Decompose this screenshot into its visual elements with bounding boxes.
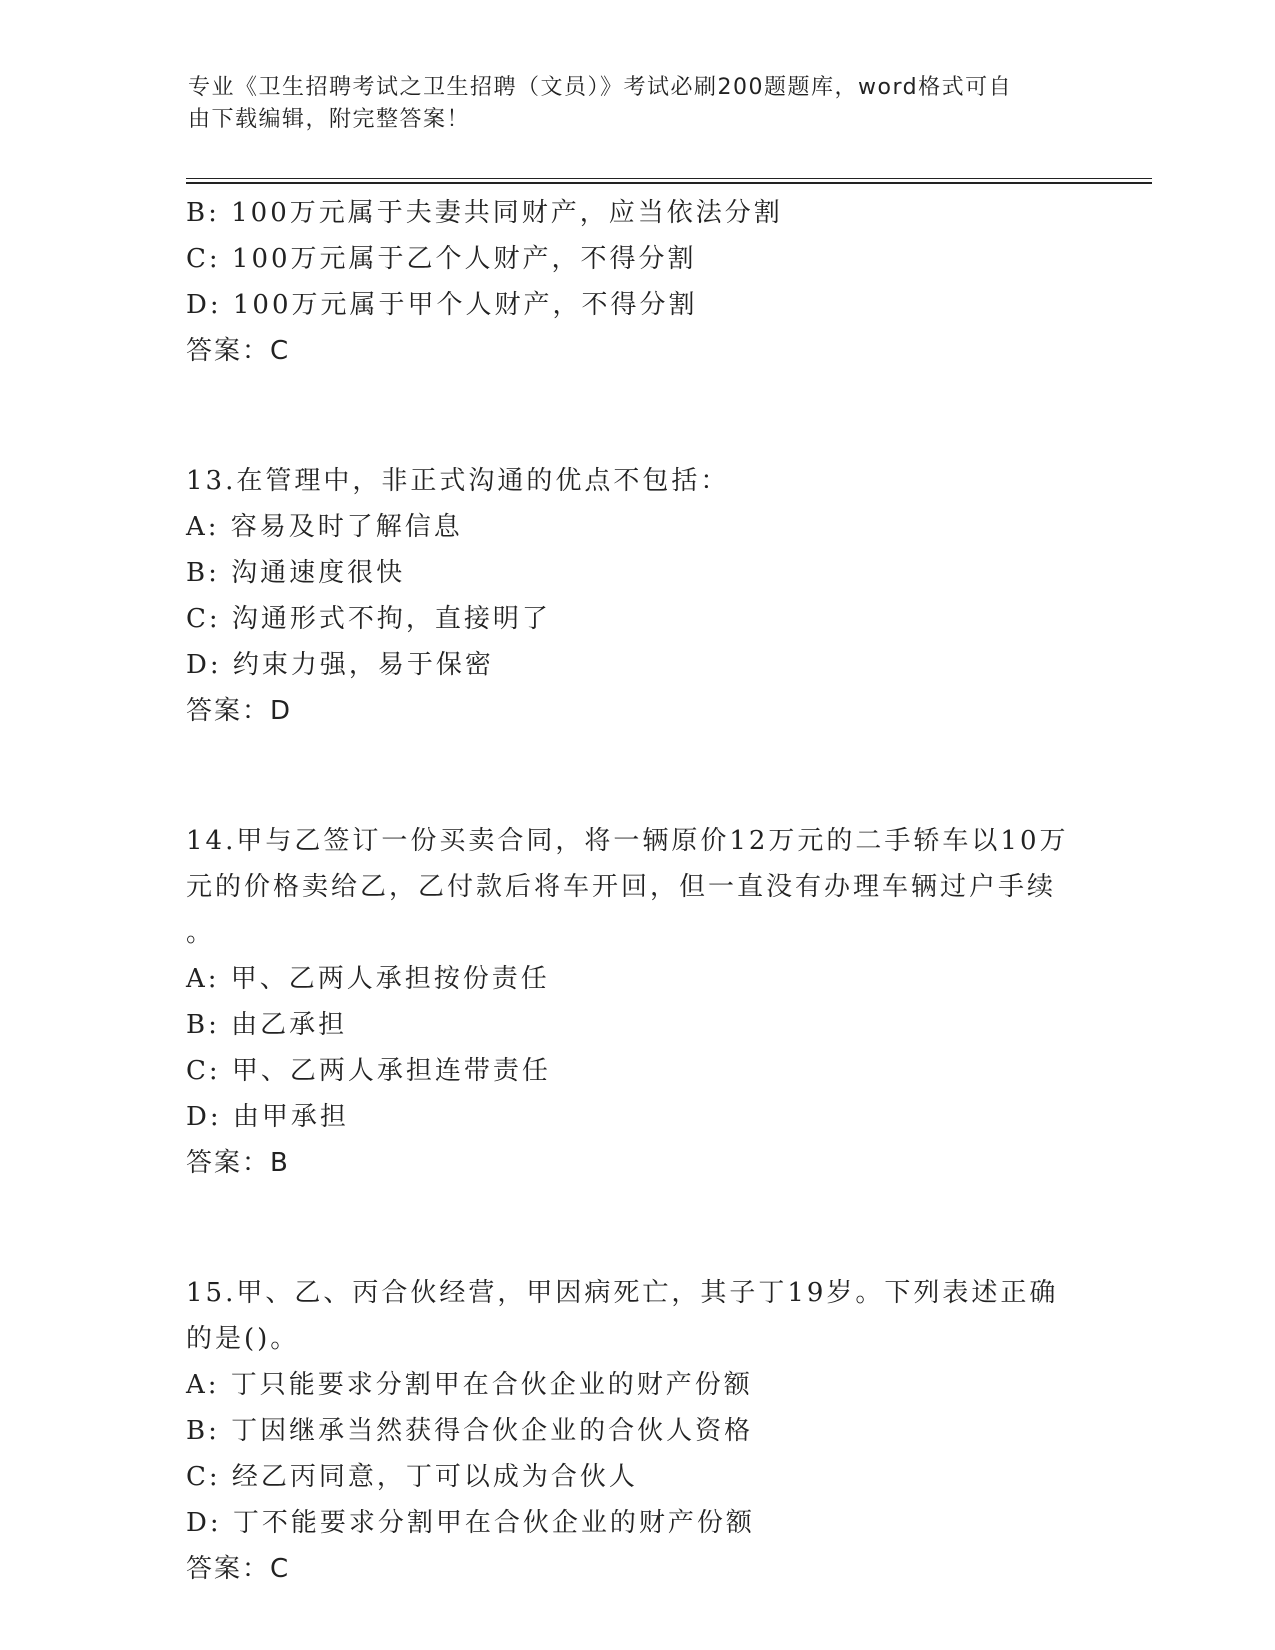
question-title: 13.在管理中，非正式沟通的优点不包括： — [186, 466, 730, 496]
question-title-line-2: 元的价格卖给乙，乙付款后将车开回，但一直没有办理车辆过户手续 — [186, 872, 1057, 902]
document-header — [188, 72, 1068, 136]
answer-line: 答案：C — [186, 1554, 291, 1584]
question-title-line-2: 的是()。 — [186, 1324, 300, 1354]
option-d: D: 约束力强，易于保密 — [186, 650, 494, 680]
option-a: A: 容易及时了解信息 — [186, 512, 463, 542]
question-13 — [186, 458, 1086, 734]
header-line-1: 专业《卫生招聘考试之卫生招聘（文员）》考试必刷200题题库，word格式可自 — [188, 75, 1013, 100]
question-14 — [186, 818, 1086, 1186]
question-title-line-1: 15.甲、乙、丙合伙经营，甲因病死亡，其子丁19岁。下列表述正确 — [186, 1278, 1059, 1308]
header-line-2: 由下载编辑，附完整答案！ — [188, 107, 471, 132]
option-b: B: 沟通速度很快 — [186, 558, 406, 588]
option-c: C: 经乙丙同意，丁可以成为合伙人 — [186, 1462, 638, 1492]
question-title-line-1: 14.甲与乙签订一份买卖合同，将一辆原价12万元的二手轿车以10万 — [186, 826, 1069, 856]
option-c: C: 甲、乙两人承担连带责任 — [186, 1056, 551, 1086]
option-b: B: 丁因继承当然获得合伙企业的合伙人资格 — [186, 1416, 754, 1446]
option-c: C: 沟通形式不拘，直接明了 — [186, 604, 551, 634]
option-d: D: 由甲承担 — [186, 1102, 349, 1132]
option-b: B: 100万元属于夫妻共同财产，应当依法分割 — [186, 198, 783, 228]
option-b: B: 由乙承担 — [186, 1010, 348, 1040]
question-list — [186, 190, 1086, 1592]
answer-line: 答案：D — [186, 696, 293, 726]
question-15 — [186, 1270, 1086, 1592]
spacer — [186, 1186, 1086, 1270]
spacer — [186, 734, 1086, 818]
question-12 — [186, 190, 1086, 374]
option-a: A: 丁只能要求分割甲在合伙企业的财产份额 — [186, 1370, 753, 1400]
answer-line: 答案：C — [186, 336, 291, 366]
option-c: C: 100万元属于乙个人财产，不得分割 — [186, 244, 697, 274]
question-title-line-3: 。 — [186, 918, 216, 948]
header-divider-thick — [186, 182, 1152, 184]
spacer — [186, 374, 1086, 458]
option-d: D: 100万元属于甲个人财产，不得分割 — [186, 290, 698, 320]
option-d: D: 丁不能要求分割甲在合伙企业的财产份额 — [186, 1508, 755, 1538]
answer-line: 答案：B — [186, 1148, 290, 1178]
option-a: A: 甲、乙两人承担按份责任 — [186, 964, 550, 994]
header-divider-thin — [186, 178, 1152, 179]
